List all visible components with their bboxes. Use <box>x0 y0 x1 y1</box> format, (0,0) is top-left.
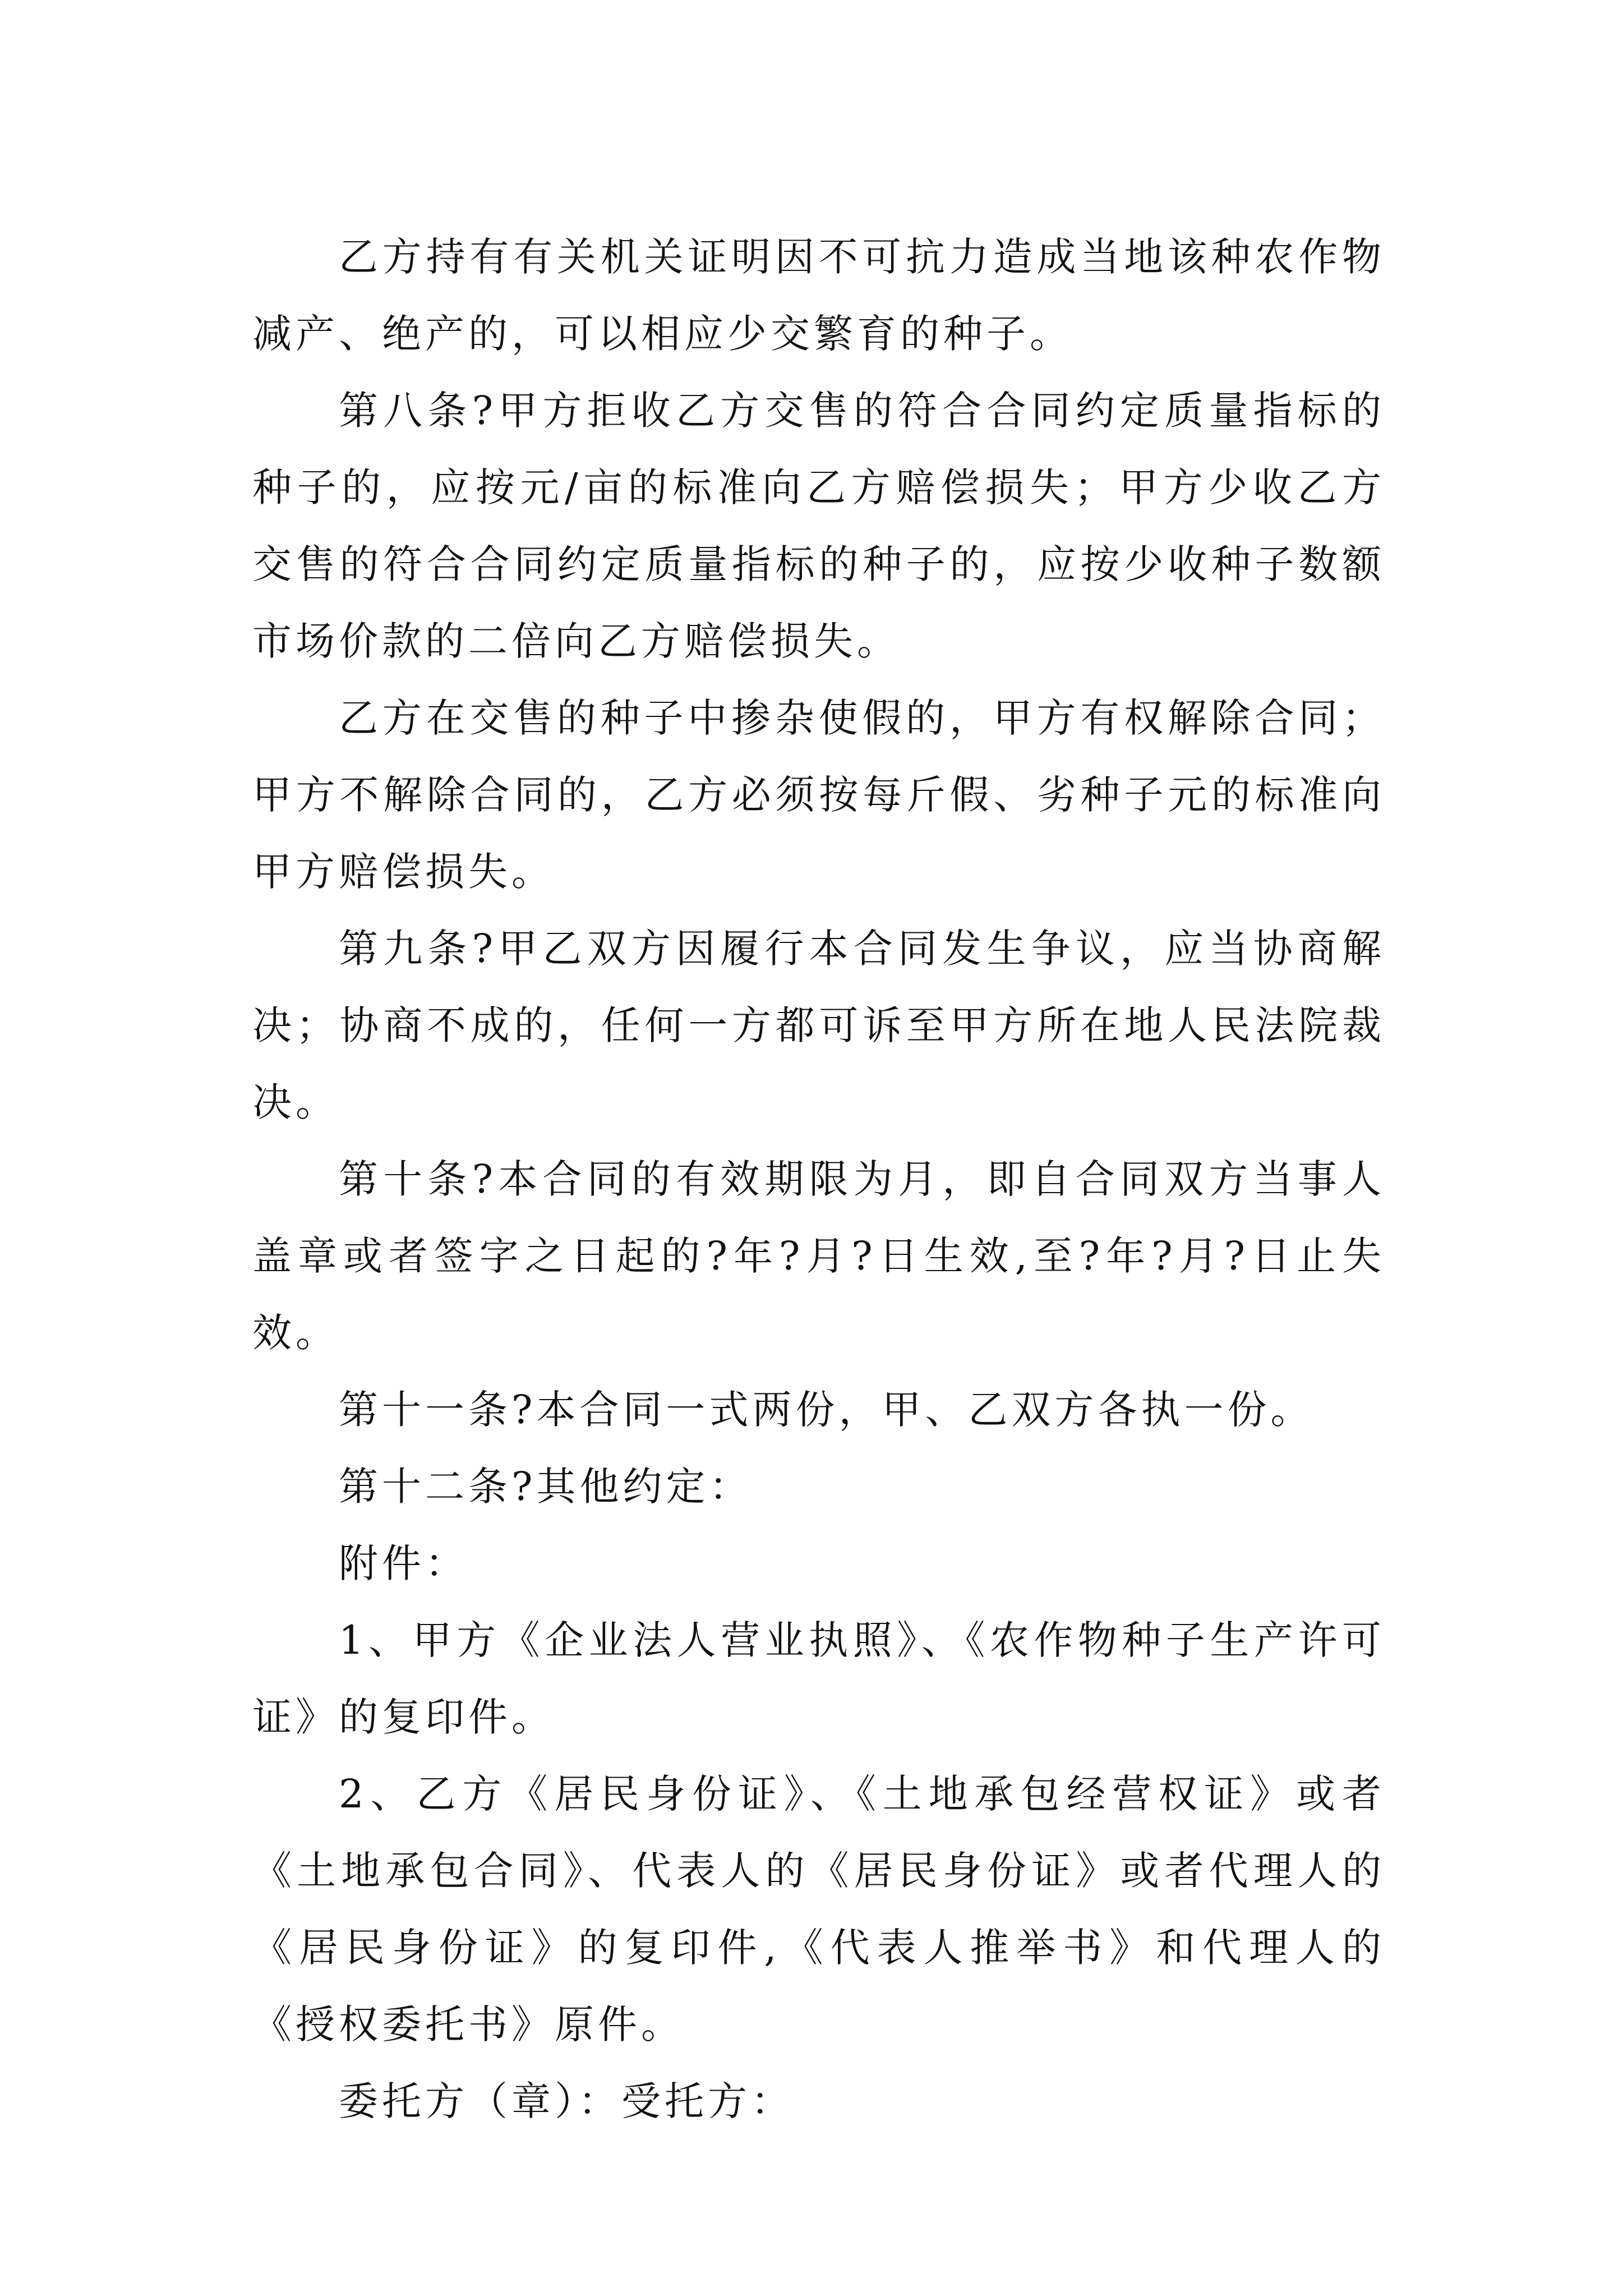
paragraph-article-10: 第十条?本合同的有效期限为月，即自合同双方当事人盖章或者签字之日起的?年?月?日生效,至?年?月?日止失效。 <box>252 1156 1385 1356</box>
paragraph-article-8: 第八条?甲方拒收乙方交售的符合合同约定质量指标的种子的，应按元/亩的标准向乙方赔偿损失；甲方少收乙方交售的符合合同约定质量指标的种子的，应按少收种子数额市场价款的二倍向乙方赔偿损失。 <box>252 388 1385 664</box>
document-body <box>252 219 1385 2140</box>
paragraph-attachment-2: 2、乙方《居民身份证》、《土地承包经营权证》或者《土地承包合同》、代表人的《居民身份证》或者代理人的《居民身份证》的复印件,《代表人推举书》和代理人的《授权委托书》原件。 <box>252 1771 1385 2047</box>
paragraph-article-12: 第十二条?其他约定： <box>339 1464 753 1510</box>
paragraph-force-majeure: 乙方持有有关机关证明因不可抗力造成当地该种农作物减产、绝产的，可以相应少交繁育的种子。 <box>252 234 1385 357</box>
paragraph-article-11: 第十一条?本合同一式两份，甲、乙双方各执一份。 <box>339 1387 1314 1433</box>
signature-line: 委托方（章）：受托方： <box>339 2078 794 2124</box>
paragraph-adulteration: 乙方在交售的种子中掺杂使假的，甲方有权解除合同；甲方不解除合同的，乙方必须按每斤假、劣种子元的标准向甲方赔偿损失。 <box>252 695 1385 895</box>
paragraph-attachment-1: 1、甲方《企业法人营业执照》、《农作物种子生产许可证》的复印件。 <box>252 1617 1385 1740</box>
paragraph-attachments-heading: 附件： <box>339 1540 468 1586</box>
paragraph-article-9: 第九条?甲乙双方因履行本合同发生争议，应当协商解决；协商不成的，任何一方都可诉至甲方所在地人民法院裁决。 <box>252 926 1385 1125</box>
